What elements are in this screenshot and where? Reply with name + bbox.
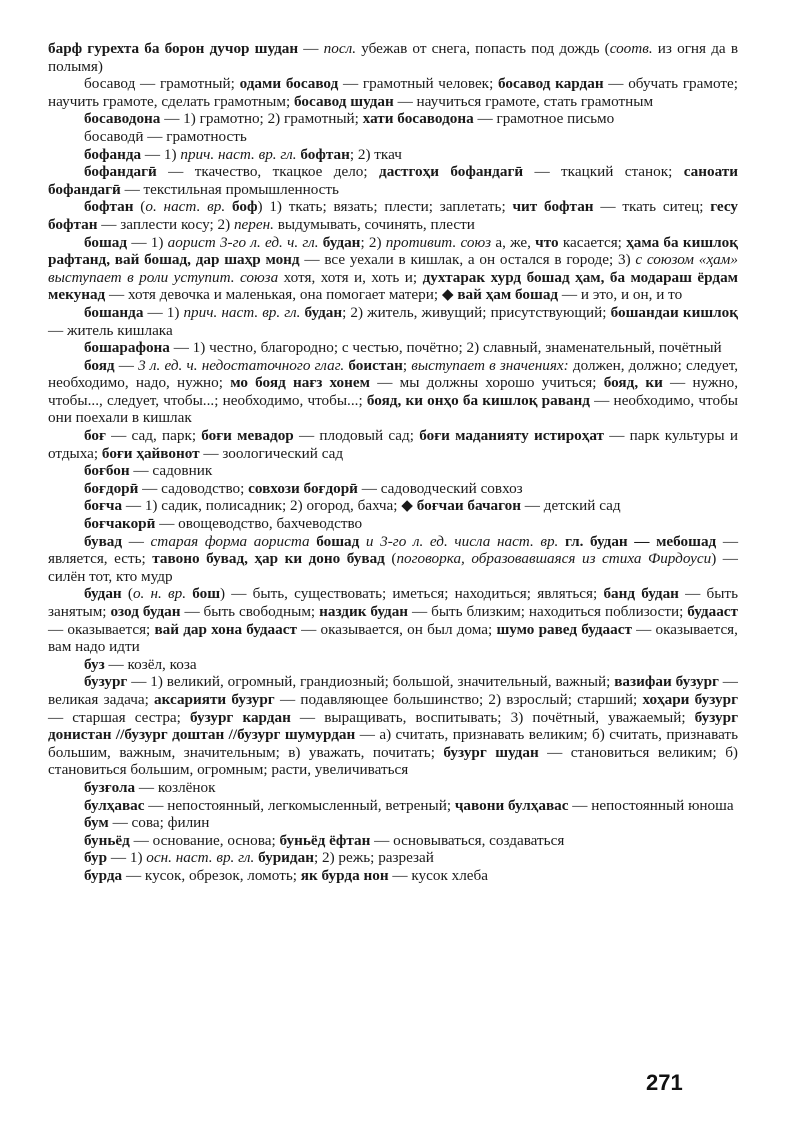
definition-text: — сова; филин [108,814,210,832]
definition-text: — текстильная промышленность [120,180,339,198]
definition-text: — великая задача; [48,673,738,708]
definition-text: ) — быть, существовать; иметься; находиться; являться; [220,585,604,603]
headword-text: гесу бофтан [48,198,738,233]
definition-text: — кусок хлеба [388,866,489,884]
headword-text: озод будан [110,603,181,620]
headword-text: босавод кардан [498,75,604,93]
headword-text: бояд, ки онҳо ба кишлоқ раванд [366,391,590,409]
definition-text: — необходимо, чтобы они поехали в кишлак [48,391,738,427]
headword-text: бояд [84,356,115,374]
headword-text: боғи маданияту истироҳат [419,427,605,445]
headword-text: совхози боғдорӣ [248,479,358,497]
dictionary-entry [48,480,738,498]
grammar-note-text: посл. [323,40,357,57]
headword-text: мо бояд нағз хонем [230,374,370,392]
definition-text: — заплести косу; 2) [97,215,234,233]
headword-text: наздик будан [319,603,409,620]
headword-text: бофтан [84,198,134,216]
headword-text: бофанда [84,145,142,163]
dictionary-entry [48,427,738,462]
definition-text: — овощеводство, бахчеводство [155,515,363,533]
grammar-note-text: прич. наст. вр. гл. [180,145,297,163]
definition-text: босавод — грамотный; [84,75,240,93]
definition-text: должен, должно; следует, необходимо, надо, нужно; [48,356,738,392]
definition-text [558,533,565,550]
dictionary-entry [48,797,738,815]
headword-text: босаводона [84,110,161,128]
dictionary-entry [48,128,738,146]
grammar-note-text: перен. [233,215,274,233]
definition-text: — грамотный человек; [338,75,499,93]
headword-text: вай дар хона будааст [154,620,297,638]
definition-text: — является, есть; [48,532,739,568]
dictionary-entry [48,533,738,586]
headword-text: бошад [316,532,360,550]
definition-text: босаводӣ — грамотность [84,127,247,145]
headword-text: бум [84,814,109,832]
grammar-note-text: старая форма аориста [150,532,310,550]
definition-text: — 1) [127,233,168,251]
dictionary-entry [48,585,738,655]
dictionary-entry [48,146,738,164]
definition-text: — быть занятым; [48,585,738,620]
definition-text: — оказывается, он был дома; [296,620,497,638]
definition-text: — научиться грамоте, стать грамотным [393,92,654,110]
headword-text: вай ҳам бошад [457,286,559,304]
definition-text: — ткачество, ткацкое дело; [156,163,380,181]
headword-text: будан [84,585,122,603]
definition-text: а, же, [491,233,536,251]
definition-text: ; [402,356,412,374]
headword-text: бофтан [300,145,350,163]
headword-text: будааст [687,603,738,620]
grammar-note-text: соотв. [609,40,653,57]
headword-text: боистан [348,356,403,374]
dictionary-column [48,40,738,885]
headword-text: буньёд ёфтан [279,831,371,849]
definition-text: — садовник [129,462,213,480]
dictionary-entry [48,234,738,304]
definition-text: — обучать грамоте; научить грамоте, сделать грамотным; [48,75,738,110]
definition-text: — непостоянный юноша [568,796,734,814]
definition-text: — оказывается, вам надо идти [48,620,738,656]
definition-text: — основание, основа; [129,831,280,849]
definition-text: — грамотное письмо [473,110,615,128]
definition-text: — парк культуры и отдыха; [48,427,738,462]
definition-text: — нужно, чтобы..., следует, чтобы...; необходимо, чтобы...; [48,374,738,409]
grammar-note-text: противит. союз [385,233,492,251]
definition-text: из огня да в полымя) [48,40,739,75]
definition-text: — и это, и он, и то [558,286,683,304]
definition-text: — старшая сестра; [48,708,190,726]
definition-text: выдумывать, сочинять, плести [273,215,475,233]
definition-text: ; 2) [360,233,386,251]
headword-text: бошандаи кишлоқ [610,303,739,321]
dictionary-entry [48,40,738,75]
definition-text: — хотя девочка и маленькая, она помогает матери; ◆ [105,286,458,304]
definition-text [359,533,366,550]
headword-text: боғчакорӣ [84,515,156,533]
definition-text: — сад, парк; [105,427,202,445]
headword-text: боғча [84,497,123,515]
headword-text: буз [84,655,105,673]
headword-text: одами босавод [239,75,339,93]
headword-text: бурда [84,866,123,884]
definition-text: ( [133,198,146,216]
dictionary-entry [48,163,738,198]
grammar-note-text: прич. наст. вр. гл. [183,303,301,321]
headword-text: что [535,233,559,251]
definition-text: — выращивать, воспитывать; 3) почётный, уважаемый; [290,708,695,726]
headword-text: саноати бофандагӣ [48,163,738,198]
definition-text: ; 2) режь; разрезай [313,849,434,867]
headword-text: боғ [84,427,106,445]
definition-text: — [298,40,324,57]
definition-text: — 1) честно, благородно; с честью, почётно; 2) славный, знаменательный, почётный [169,339,722,357]
dictionary-entry [48,198,738,233]
definition-text: — становиться великим; б) становиться большим, огромным; расти, увеличиваться [48,743,738,779]
headword-text: ҳама ба кишлоқ рафтанд, вай бошад, дар шаҳр монд [48,233,739,269]
dictionary-entry [48,814,738,832]
dictionary-entry [48,357,738,427]
definition-text: — быть свободным; [180,603,320,620]
headword-text: духтарак хурд бошад ҳам, ба модараш ёрдам мекунад [48,268,739,304]
definition-text: — козёл, коза [104,655,197,673]
dictionary-entry [48,75,738,110]
definition-text: — а) считать, признавать великим; б) считать, признавать большим, важным, значительным; в) уважать, почитать; [48,726,738,761]
definition-text: — ткать ситец; [593,198,711,216]
definition-text: — мы должны хорошо учиться; [369,374,604,392]
headword-text: будан [304,303,343,321]
headword-text: булҳавас [84,796,145,814]
dictionary-entry [48,304,738,339]
headword-text: аксарияти бузург [154,690,275,708]
headword-text: будан [322,233,361,251]
grammar-note-text: о. наст. вр. [145,198,226,216]
headword-text: гл. будан — мебошад [564,532,717,550]
headword-text: дастгоҳи бофандагӣ [379,163,524,181]
headword-text: чит бофтан [512,198,594,216]
headword-text: бошад [84,233,128,251]
headword-text: хоҳари бузург [642,690,738,708]
headword-text: бувад [84,532,123,550]
definition-text: — 1) садик, полисадник; 2) огород, бахча; ◆ [122,497,417,515]
definition-text: — подавляющее большинство; 2) взрослый; старший; [274,690,643,708]
headword-text: як бурда нон [300,866,389,884]
definition-text: — детский сад [520,497,621,515]
definition-text: — 1) великий, огромный, грандиозный; большой, значительный, важный; [127,673,615,691]
definition-text: — 1) [107,849,147,867]
headword-text: боғбон [84,462,130,480]
grammar-note-text: осн. наст. вр. гл. [146,849,255,867]
definition-text: ; 2) житель, живущий; присутствующий; [342,303,611,321]
definition-text: ; 2) ткач [349,145,402,163]
definition-text: — 1) грамотно; 2) грамотный; [160,110,363,128]
headword-text: боғчаи бачагон [416,497,521,515]
dictionary-entry [48,497,738,515]
definition-text: ) — силён тот, кто мудр [48,550,738,585]
headword-text: бузург донистан //бузург доштан //бузург шумурдан [48,708,738,744]
headword-text: барф гурехта ба борон дучор шудан [48,40,299,57]
headword-text: бояд, ки [603,374,663,392]
headword-text: бошанда [84,303,144,321]
definition-text: ) 1) ткать; вязать; плести; заплетать; [257,198,513,216]
headword-text: буридан [258,849,314,867]
grammar-note-text: 3 л. ед. ч. недостаточного глаг. [138,356,345,374]
grammar-note-text: и 3-го л. ед. числа наст. вр. [365,532,559,550]
headword-text: босавод шудан [294,92,394,110]
dictionary-entry [48,832,738,850]
dictionary-entry [48,779,738,797]
definition-text: — все уехали в кишлак, а он остался в городе; 3) [299,251,636,269]
dictionary-entry [48,673,738,779]
headword-text: бузғола [84,778,136,796]
definition-text: — садоводство; [138,479,249,497]
definition-text: — козлёнок [135,778,216,796]
headword-text: боғдорӣ [84,479,139,497]
headword-text: бофандагӣ [84,163,157,181]
headword-text: буньёд [84,831,130,849]
grammar-note-text: поговорка, образовавшаяся из стиха Фирдоуси [396,550,712,568]
definition-text: убежав от снега, попасть под дождь ( [356,40,610,57]
definition-text: ( [384,550,397,568]
headword-text: боғи мевадор [201,427,294,445]
definition-text [225,198,232,215]
headword-text: бузург [84,673,128,691]
page-number: 271 [646,1070,683,1095]
definition-text: — 1) [143,303,184,321]
headword-text: боф [231,198,258,216]
dictionary-entry [48,110,738,128]
grammar-note-text: выступает в значениях: [411,356,569,374]
headword-text: шумо равед будааст [496,620,632,638]
definition-text: — житель кишлака [48,321,173,339]
definition-text: — кусок, обрезок, ломоть; [122,866,301,884]
definition-text: — оказывается; [48,620,155,638]
headword-text: бошарафона [84,339,170,357]
definition-text: — непостоянный, легкомысленный, ветреный; [144,796,455,814]
headword-text: бузург шудан [443,743,539,761]
headword-text: вазифаи бузург [614,673,719,691]
dictionary-entry [48,849,738,867]
headword-text: банд будан [603,585,679,603]
definition-text: касается; [558,233,627,251]
definition-text: — плодовый сад; [293,427,420,445]
headword-text: тавоно бувад, ҳар ки доно бувад [152,550,385,568]
definition-text: — [114,356,139,374]
definition-text: ( [121,585,133,603]
grammar-note-text: о. н. вр. [132,585,187,603]
dictionary-entry [48,462,738,480]
headword-text: бузург кардан [190,708,291,726]
definition-text: — [122,532,151,550]
grammar-note-text: аорист 3-го л. ед. ч. гл. [167,233,319,251]
definition-text: — садоводческий совхоз [357,479,523,497]
definition-text: — зоологический сад [199,444,344,462]
headword-text: бош [192,585,221,603]
definition-text: — основываться, создаваться [370,831,565,849]
dictionary-entry [48,656,738,674]
definition-text: хотя, хотя и, хоть и; [278,268,423,286]
definition-text: — ткацкий станок; [523,163,684,181]
dictionary-entry [48,515,738,533]
definition-text: — быть близким; находиться поблизости; [408,603,688,620]
dictionary-entry [48,867,738,885]
grammar-note-text: с союзом «ҳам» выступает в роли уступит. союза [48,251,738,286]
headword-text: бур [84,849,108,867]
headword-text: ҷавони булҳавас [454,796,569,814]
headword-text: хати босаводона [362,110,474,128]
definition-text: — 1) [141,145,181,163]
dictionary-entry [48,339,738,357]
headword-text: боғи ҳайвонот [101,444,200,462]
